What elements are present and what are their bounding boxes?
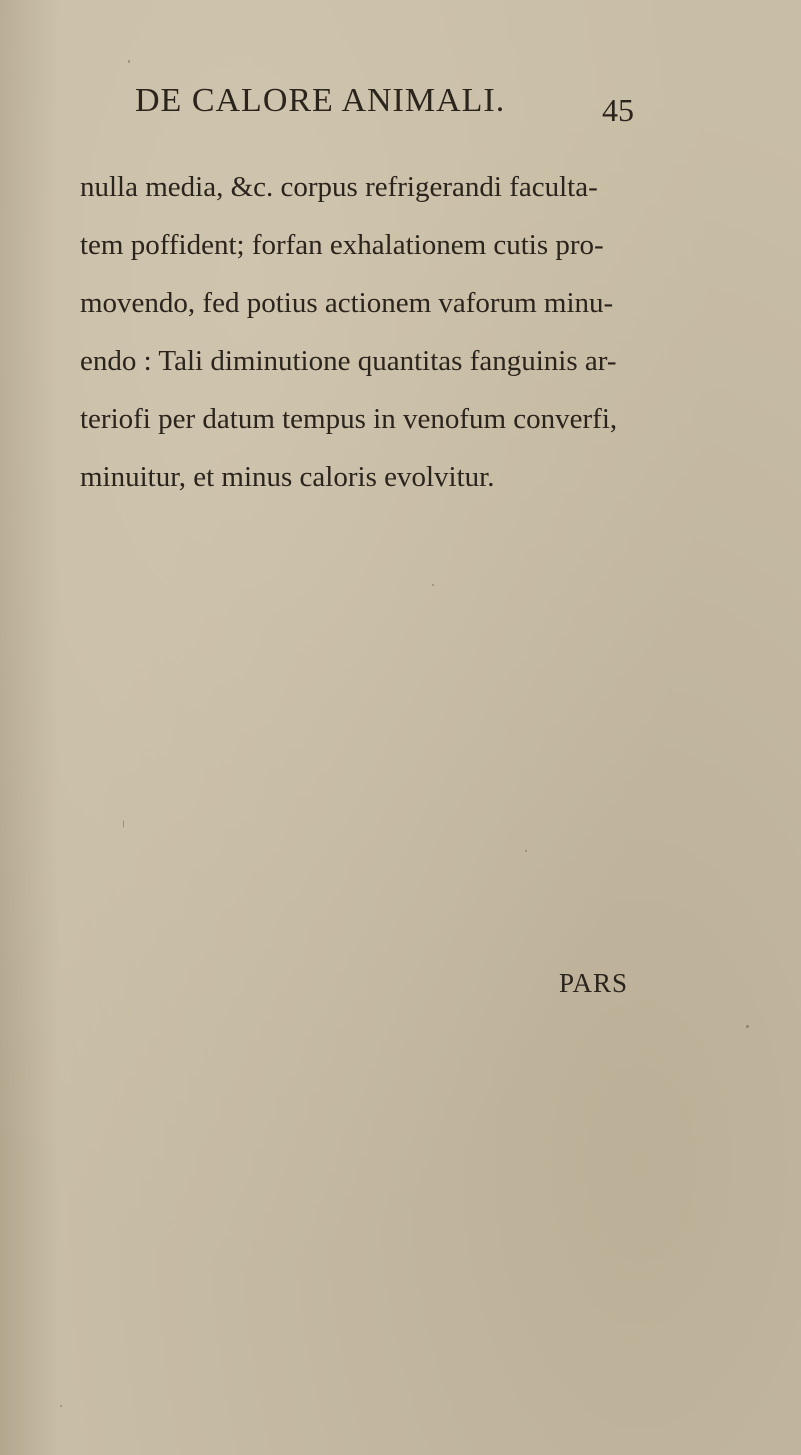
paper-speck	[746, 1025, 749, 1028]
paper-speck	[123, 820, 124, 828]
paper-speck	[60, 1405, 62, 1407]
paper-speck	[432, 584, 434, 586]
text-line: endo : Tali diminutione quantitas fanguinis ar-	[80, 345, 617, 377]
text-line: nulla media, &c. corpus refrigerandi faculta-	[80, 171, 598, 203]
text-line: tem poffident; forfan exhalationem cutis pro-	[80, 229, 604, 261]
body-text	[80, 158, 730, 506]
text-line: minuitur, et minus caloris evolvitur.	[80, 461, 495, 493]
page-number: 45	[602, 92, 634, 128]
running-head: DE CALORE ANIMALI.	[135, 82, 506, 119]
text-line: movendo, fed potius actionem vaforum minu-	[80, 287, 614, 319]
paper-speck	[525, 850, 527, 852]
catchword: PARS	[559, 968, 629, 998]
text-line: teriofi per datum tempus in venofum converfi,	[80, 403, 618, 435]
paper-speck	[128, 60, 130, 63]
